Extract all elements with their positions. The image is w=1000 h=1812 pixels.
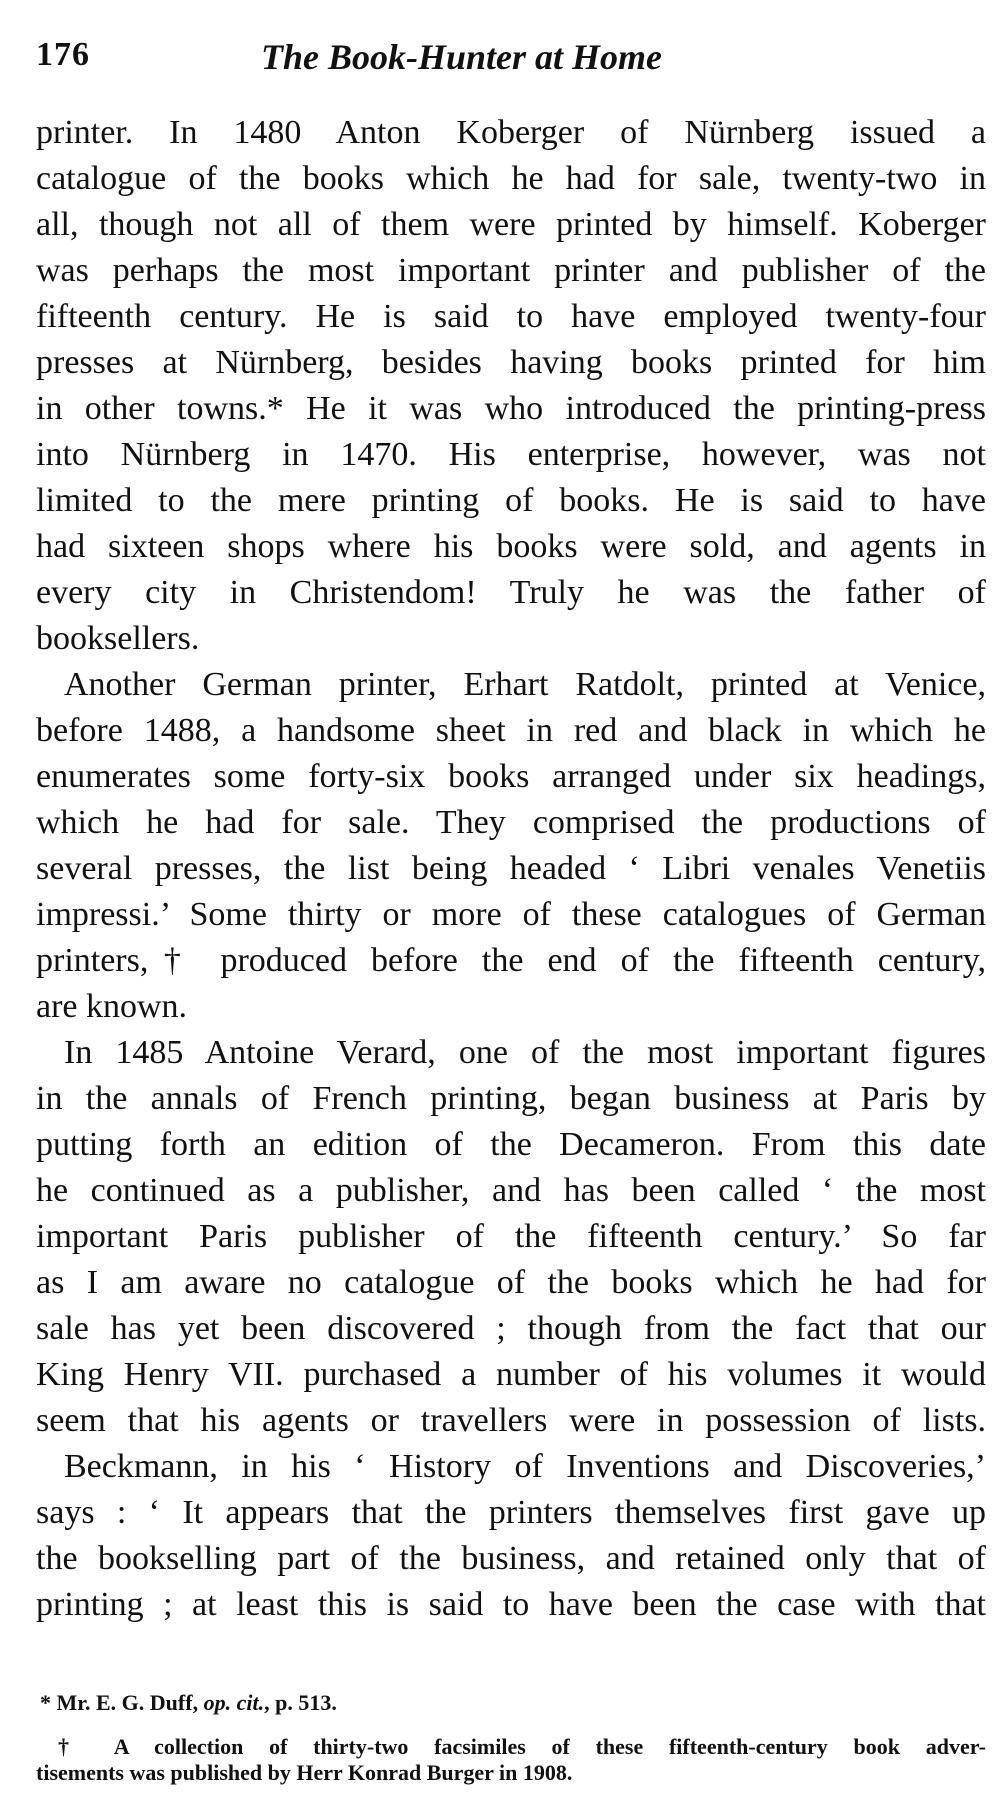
text-line: presses at Nürnberg, besides having books printed for him (36, 344, 986, 381)
paragraph-start-line: In 1485 Antoine Verard, one of the most important figures (64, 1034, 986, 1071)
body-text (36, 110, 986, 1628)
page-number: 176 (36, 36, 90, 73)
text-line: as I am aware no catalogue of the books which he had for (36, 1264, 986, 1301)
text-line: in other towns.* He it was who introduced the printing-press (36, 390, 986, 427)
text-line: important Paris publisher of the fifteenth century.’ So far (36, 1218, 986, 1255)
text-line: printing ; at least this is said to have been the case with that (36, 1586, 986, 1623)
footnote-italic-citation: op. cit. (203, 1690, 265, 1715)
footnote-text: Mr. E. G. Duff, (56, 1690, 204, 1715)
text-line: he continued as a publisher, and has been called ‘ the most (36, 1172, 986, 1209)
text-line: King Henry VII. purchased a number of his volumes it would (36, 1356, 986, 1393)
footnote-asterisk (36, 1690, 986, 1716)
text-line: sale has yet been discovered ; though from the fact that our (36, 1310, 986, 1347)
text-line: into Nürnberg in 1470. His enterprise, however, was not (36, 436, 986, 473)
text-line: in the annals of French printing, began business at Paris by (36, 1080, 986, 1117)
text-line: catalogue of the books which he had for sale, twenty-two in (36, 160, 986, 197)
text-line: before 1488, a handsome sheet in red and black in which he (36, 712, 986, 749)
text-line: seem that his agents or travellers were in possession of lists. (36, 1402, 986, 1439)
text-line: limited to the mere printing of books. He is said to have (36, 482, 986, 519)
footnote-mark: * (40, 1690, 51, 1715)
text-line: which he had for sale. They comprised the productions of (36, 804, 986, 841)
page-header (36, 36, 986, 96)
footnote-text: , p. 513. (264, 1690, 337, 1715)
text-line: was perhaps the most important printer and publisher of the (36, 252, 986, 289)
text-line: the bookselling part of the business, and retained only that of (36, 1540, 986, 1577)
footnote-line: † A collection of thirty-two facsimiles of these fifteenth-century book adver- (58, 1734, 986, 1759)
footnote-line: tisements was published by Herr Konrad Burger in 1908. (36, 1760, 573, 1785)
text-line: says : ‘ It appears that the printers themselves first gave up (36, 1494, 986, 1531)
text-line: impressi.’ Some thirty or more of these catalogues of German (36, 896, 986, 933)
paragraph-start-line: Another German printer, Erhart Ratdolt, printed at Venice, (64, 666, 986, 703)
text-line: had sixteen shops where his books were sold, and agents in (36, 528, 986, 565)
footnote-dagger (36, 1734, 986, 1786)
running-head: The Book-Hunter at Home (261, 37, 663, 77)
paragraph-start-line: Beckmann, in his ‘ History of Inventions and Discoveries,’ (64, 1448, 986, 1485)
text-line: enumerates some forty-six books arranged under six headings, (36, 758, 986, 795)
paragraph-end-line: booksellers. (36, 620, 200, 657)
text-line: putting forth an edition of the Decameron. From this date (36, 1126, 986, 1163)
text-line: all, though not all of them were printed by himself. Koberger (36, 206, 986, 243)
text-line: printer. In 1480 Anton Koberger of Nürnberg issued a (36, 114, 986, 151)
text-line: printers,† produced before the end of the fifteenth century, (36, 942, 986, 979)
text-line: fifteenth century. He is said to have employed twenty-four (36, 298, 986, 335)
text-line: every city in Christendom! Truly he was the father of (36, 574, 986, 611)
text-line: several presses, the list being headed ‘ Libri venales Venetiis (36, 850, 986, 887)
paragraph-end-line: are known. (36, 988, 188, 1025)
footnotes (36, 1690, 986, 1786)
